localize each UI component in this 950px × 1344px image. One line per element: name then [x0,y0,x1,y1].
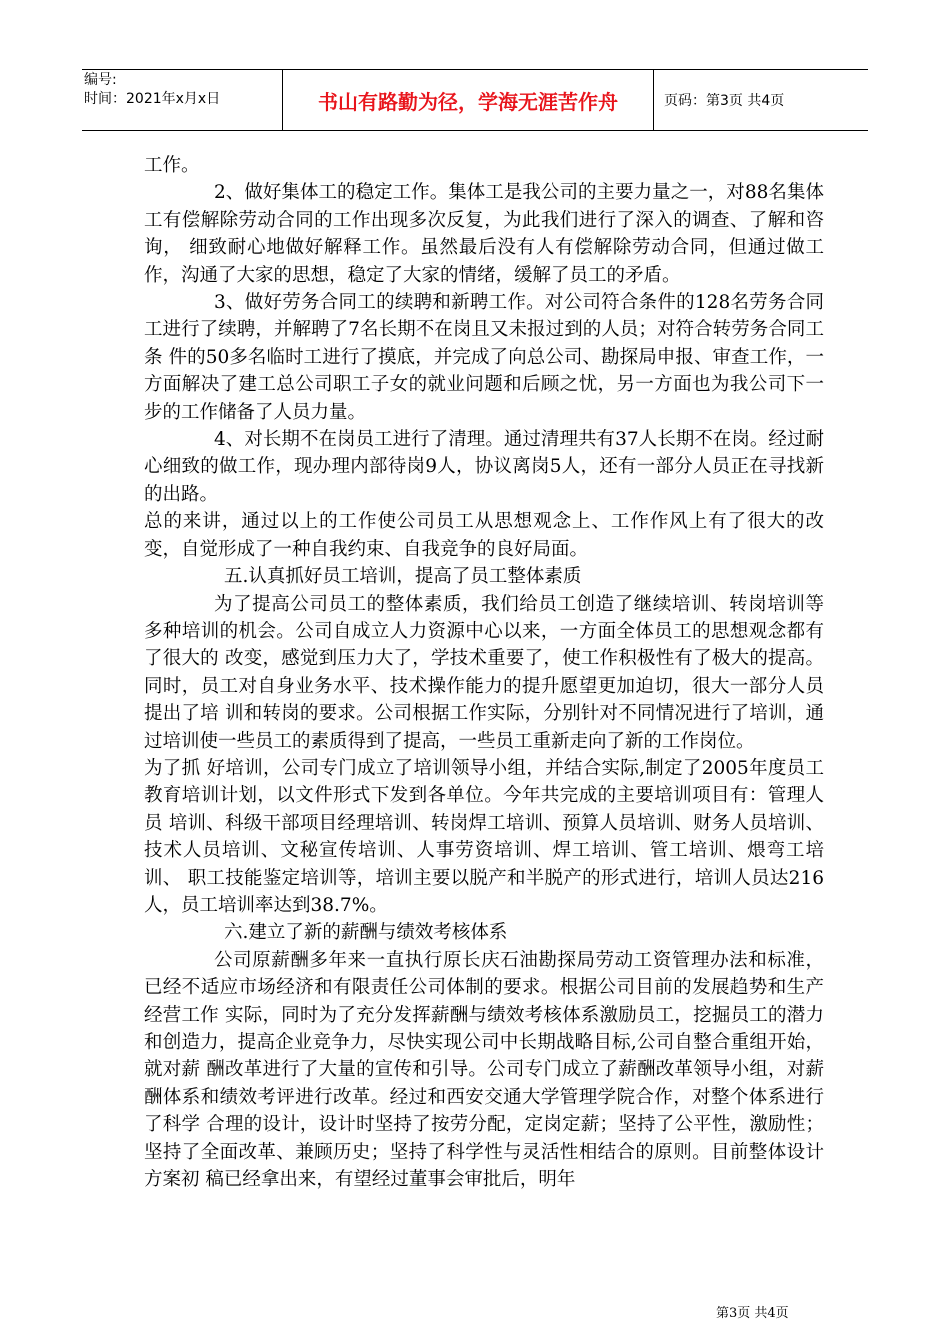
paragraph: 3、做好劳务合同工的续聘和新聘工作。对公司符合条件的128名劳务合同工进行了续聘，并解聘了7名长期不在岗且又未报过到的人员；对符合转劳务合同工条 件的50多名临时工进行了摸底，并完成了向总公司、勘探局申报、审查工作，一方面解决了建工总公司职工子女的就业问题和后顾之忧，另一方面也为我公司下一 步的工作储备了人员力量。 [144,292,824,423]
document-body [144,152,824,1193]
header-motto: 书山有路勤为径，学海无涯苦作舟 [282,70,654,130]
paragraph: 总的来讲，通过以上的工作使公司员工从思想观念上、工作作风上有了很大的改变，自觉形成了一种自我约束、自我竞争的良好局面。 [144,511,824,560]
document-number-label: 编号: [84,72,117,88]
section-heading: 六.建立了新的薪酬与绩效考核体系 [224,922,508,944]
header-page-number: 页码：第3页 共4页 [664,93,785,109]
page-header [82,69,868,131]
header-meta [84,71,280,109]
section-heading: 五.认真抓好员工培训，提高了员工整体素质 [224,566,582,588]
paragraph: 为了抓 好培训，公司专门成立了培训领导小组，并结合实际,制定了2005年度员工教育培训计划，以文件形式下发到各单位。今年共完成的主要培训项目有：管理人员 培训、科级干部项目经理培训、转岗焊工培训、预算人员培训、财务人员培训、技术人员培训、文秘宣传培训、人事劳资培训、焊工培训、管工培训、煨弯工培训、 职工技能鉴定培训等，培训主要以脱产和半脱产的形式进行，培训人员达216人，员工培训率达到38.7%。 [144,757,824,916]
paragraph: 4、对长期不在岗员工进行了清理。通过清理共有37人长期不在岗。经过耐心细致的做工作，现办理内部待岗9人，协议离岗5人，还有一部分人员正在寻找新的出路。 [144,429,824,505]
paragraph: 工作。 [144,155,200,176]
paragraph: 2、做好集体工的稳定工作。集体工是我公司的主要力量之一，对88名集体工有偿解除劳动合同的工作出现多次反复，为此我们进行了深入的调查、了解和咨询， 细致耐心地做好解释工作。虽然最后没有人有偿解除劳动合同，但通过做工作，沟通了大家的思想，稳定了大家的情绪，缓解了员工的矛盾。 [144,182,824,286]
paragraph: 为了提高公司员工的整体素质，我们给员工创造了继续培训、转岗培训等多种培训的机会。公司自成立人力资源中心以来，一方面全体员工的思想观念都有了很大的 改变，感觉到压力大了，学技术重要了，使工作积极性有了极大的提高。同时，员工对自身业务水平、技术操作能力的提升愿望更加迫切，很大一部分人员提出了培 训和转岗的要求。公司根据工作实际，分别针对不同情况进行了培训，通过培训使一些员工的素质得到了提高，一些员工重新走向了新的工作岗位。 [144,593,824,752]
document-date-label: 时间：2021年x月x日 [84,91,221,107]
paragraph: 公司原薪酬多年来一直执行原长庆石油勘探局劳动工资管理办法和标准，已经不适应市场经济和有限责任公司体制的要求。根据公司目前的发展趋势和生产经营工作 实际，同时为了充分发挥薪酬与绩效考核体系激励员工，挖掘员工的潜力和创造力，提高企业竞争力，尽快实现公司中长期战略目标,公司自整合重组开始，就对薪 酬改革进行了大量的宣传和引导。公司专门成立了薪酬改革领导小组，对薪酬体系和绩效考评进行改革。经过和西安交通大学管理学院合作，对整个体系进行了科学 合理的设计，设计时坚持了按劳分配，定岗定薪；坚持了公平性，激励性；坚持了全面改革、兼顾历史；坚持了科学性与灵活性相结合的原则。目前整体设计方案初 稿已经拿出来，有望经过董事会审批后，明年 [144,949,824,1191]
page-footer: 第3页 共4页 [716,1306,789,1321]
